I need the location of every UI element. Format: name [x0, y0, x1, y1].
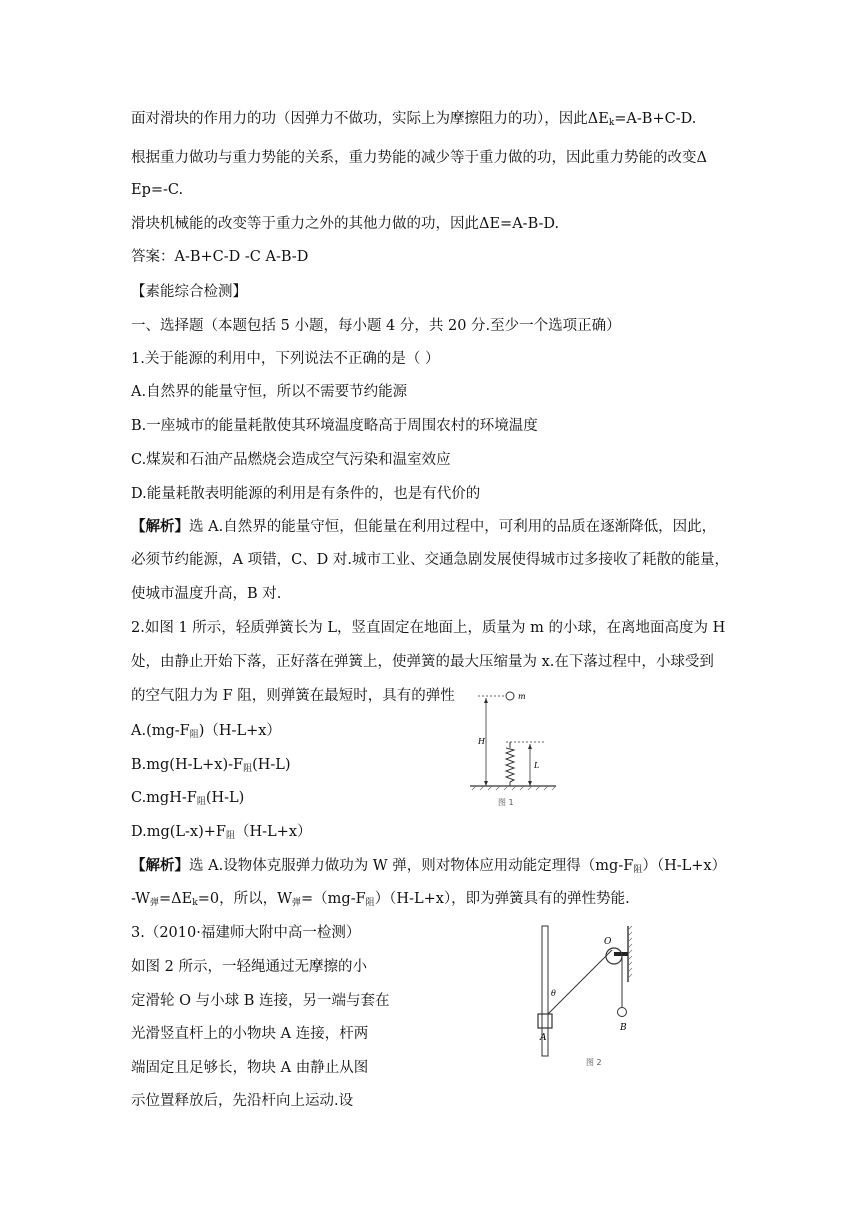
explanation-1: 【解析】选 A.自然界的能量守恒，但能量在利用过程中，可利用的品质在逐渐降低，因此，	[131, 518, 717, 535]
label-l: L	[534, 761, 540, 770]
question-2: 2.如图 1 所示，轻质弹簧长为 L，竖直固定在地面上，质量为 m 的小球，在离地面高度为 H	[131, 620, 726, 636]
option-d: D.能量耗散表明能源的利用是有条件的，也是有代价的	[131, 486, 481, 502]
text-line: 面对滑块的作用力的功（因弹力不做功，实际上为摩擦阻力的功），因此$\Delta E_k=A-B+C-D$.	[131, 111, 697, 128]
option-b: B.一座城市的能量耗散使其环境温度略高于周围农村的环境温度	[131, 418, 538, 434]
label-m: m	[518, 692, 526, 701]
section-subheading: 一、选择题（本题包括 5 小题，每小题 4 分，共 20 分.至少一个选项正确）	[131, 318, 621, 334]
figure-2-pulley-diagram	[526, 922, 646, 1070]
label-a: A	[540, 1033, 547, 1043]
section-heading: 【素能综合检测】	[131, 284, 247, 300]
text-line: 滑块机械能的改变等于重力之外的其他力做的功，因此ΔE=A-B-D.	[131, 216, 560, 232]
answer-line: 答案：A-B+C-D -C A-B-D	[131, 249, 309, 265]
text-line: 光滑竖直杆上的小物块 A 连接，杆两	[131, 1026, 369, 1042]
text-line: 使城市温度升高，B 对.	[131, 586, 282, 602]
option-a: A.自然界的能量守恒，所以不需要节约能源	[131, 384, 408, 400]
text-line: 根据重力做功与重力势能的关系，重力势能的减少等于重力做的功，因此重力势能的改变Δ	[131, 150, 707, 166]
label-o: O	[604, 937, 612, 947]
text-line: 必须节约能源，A 项错，C、D 对.城市工业、交通急剧发展使得城市过多接收了耗散的能量，	[131, 552, 730, 568]
text-line: 处，由静止开始下落，正好落在弹簧上，使弹簧的最大压缩量为 x.在下落过程中，小球受到	[131, 654, 714, 670]
text-line: Ep=-C.	[131, 182, 184, 198]
figure-1-spring-diagram	[466, 686, 560, 812]
question-3: 3.（2010·福建师大附中高一检测）	[131, 925, 361, 941]
text-line: 定滑轮 O 与小球 B 连接，另一端与套在	[131, 993, 390, 1009]
option-a: $A.(mg-F_阻)(H-L+x)$	[131, 723, 281, 740]
option-d: $D.mg(L-x)+F_阻(H-L+x)$	[131, 824, 312, 841]
text-line: 示位置释放后，先沿杆向上运动.设	[131, 1093, 354, 1109]
question-1: 1.关于能源的利用中，下列说法不正确的是（ ）	[131, 351, 440, 367]
option-c: $C.mgH-F_阻(H-L)$	[131, 790, 245, 807]
figure-caption: 图 2	[586, 1058, 602, 1067]
text-line: $-W_弹=\Delta E_k=0$，所以，$W_弹=(mg-F_阻)(H-L+x)$，即为弹簧具有的弹性势能.	[131, 891, 630, 908]
label-theta: θ	[551, 989, 556, 998]
figure-caption: 图 1	[498, 798, 514, 807]
explanation-2: 【解析】选 A.设物体克服弹力做功为 W 弹，则对物体应用动能定理得$(mg-F_阻)(H-L+x)$	[131, 857, 727, 875]
label-b: B	[620, 1023, 627, 1033]
label-h: H	[478, 737, 485, 746]
text-line: 如图 2 所示，一轻绳通过无摩擦的小	[131, 959, 367, 975]
option-c: C.煤炭和石油产品燃烧会造成空气污染和温室效应	[131, 452, 451, 468]
option-b: $B.mg(H-L+x)-F_阻(H-L)$	[131, 757, 291, 774]
text-line: 端固定且足够长，物块 A 由静止从图	[131, 1060, 369, 1076]
text-line: 的空气阻力为 F 阻，则弹簧在最短时，具有的弹性	[131, 688, 455, 704]
